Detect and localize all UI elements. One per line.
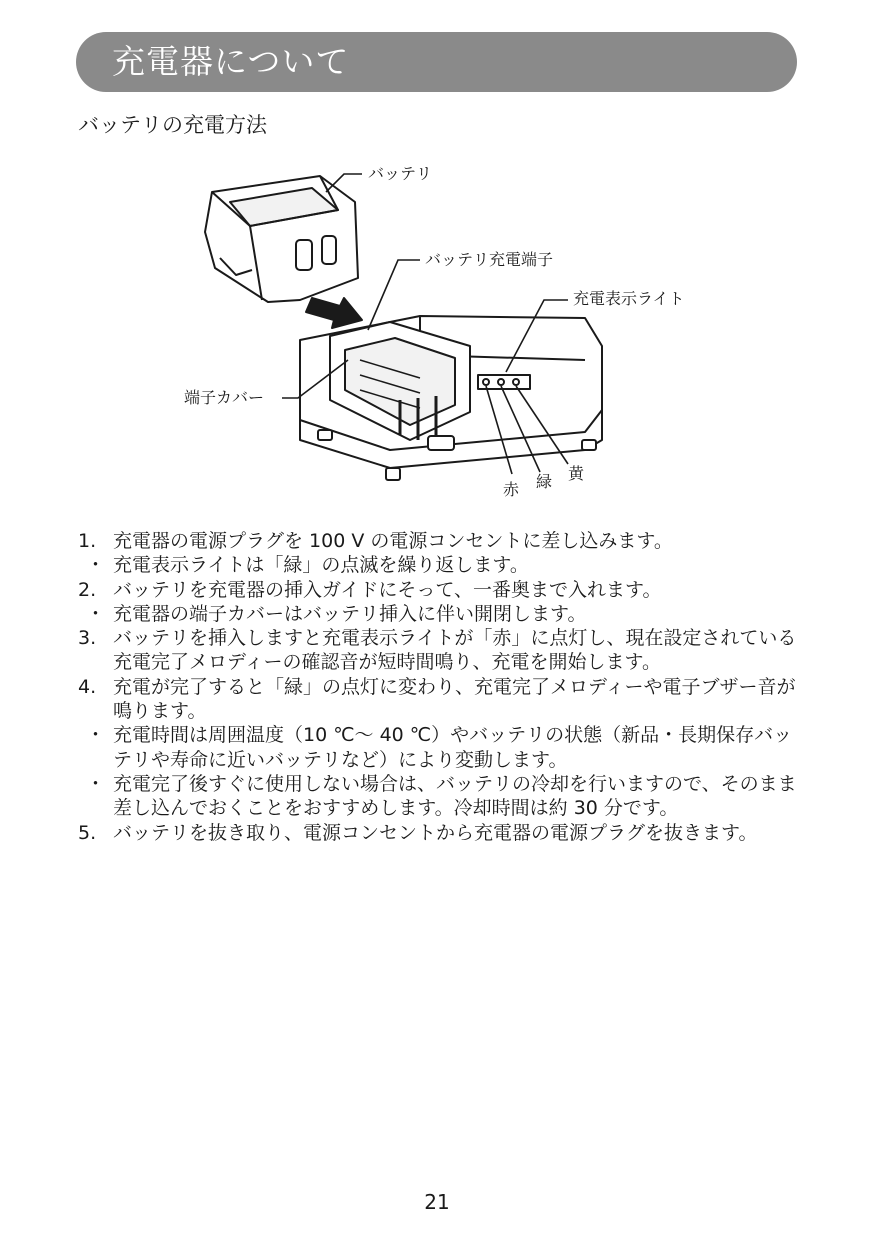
page-number: 21: [424, 1190, 450, 1214]
yellow-light-label: 黄: [568, 464, 585, 483]
red-light-label: 赤: [503, 480, 520, 499]
note-text: 充電時間は周囲温度（10 ℃～ 40 ℃）やバッテリの状態（新品・長期保存バッテリや寿命に近いバッテリなど）により変動します。: [113, 724, 793, 771]
battery-label: バッテリ: [368, 164, 433, 183]
green-light-label: 緑: [536, 472, 553, 491]
step-text: バッテリを抜き取り、電源コンセントから充電器の電源プラグを抜きます。: [113, 821, 758, 844]
bullet-marker: ・: [86, 602, 106, 625]
section-header-bar: [76, 32, 797, 92]
note-text: 充電完了後すぐに使用しない場合は、バッテリの冷却を行いますので、そのまま差し込んでおくことをおすすめします。冷却時間は約 30 分です。: [113, 772, 797, 820]
charger-diagram: [0, 150, 874, 510]
page-title: 充電器について: [112, 42, 350, 81]
step-marker: 2.: [78, 578, 97, 601]
charger-button-shape: [428, 436, 454, 450]
bullet-marker: ・: [86, 554, 106, 577]
section-title: バッテリの充電方法: [78, 113, 267, 137]
instruction-list: [78, 529, 803, 845]
step-note: [78, 772, 803, 821]
note-text: 充電器の端子カバーはバッテリ挿入に伴い開閉します。: [113, 602, 587, 625]
step-4: [78, 675, 803, 724]
step-2: [78, 578, 803, 602]
step-3: [78, 626, 803, 675]
charge-terminal-label: バッテリ充電端子: [425, 250, 554, 269]
note-text: 充電表示ライトは「緑」の点滅を繰り返します。: [113, 554, 529, 577]
step-marker: 3.: [78, 627, 97, 650]
step-note: [78, 553, 803, 577]
step-note: [78, 723, 803, 772]
step-5: [78, 821, 803, 845]
step-note: [78, 602, 803, 626]
step-1: [78, 529, 803, 553]
step-marker: 1.: [78, 530, 97, 552]
step-text: 充電が完了すると「緑」の点灯に変わり、充電完了メロディーや電子ブザー音が鳴ります。: [113, 675, 796, 723]
step-text: バッテリを挿入しますと充電表示ライトが「赤」に点灯し、現在設定されている充電完了メロディーの確認音が短時間鳴り、充電を開始します。: [113, 627, 797, 674]
step-text: 充電器の電源プラグを 100 V の電源コンセントに差し込みます。: [113, 530, 673, 552]
step-text: バッテリを充電器の挿入ガイドにそって、一番奥まで入れます。: [113, 578, 662, 601]
insert-arrow: [306, 298, 362, 328]
bullet-marker: ・: [86, 772, 106, 795]
step-marker: 5.: [78, 821, 97, 844]
bullet-marker: ・: [86, 724, 106, 747]
step-marker: 4.: [78, 675, 97, 698]
indicator-light-label: 充電表示ライト: [573, 289, 685, 308]
terminal-cover-label: 端子カバー: [184, 388, 265, 407]
charger-illustration: [0, 150, 874, 510]
